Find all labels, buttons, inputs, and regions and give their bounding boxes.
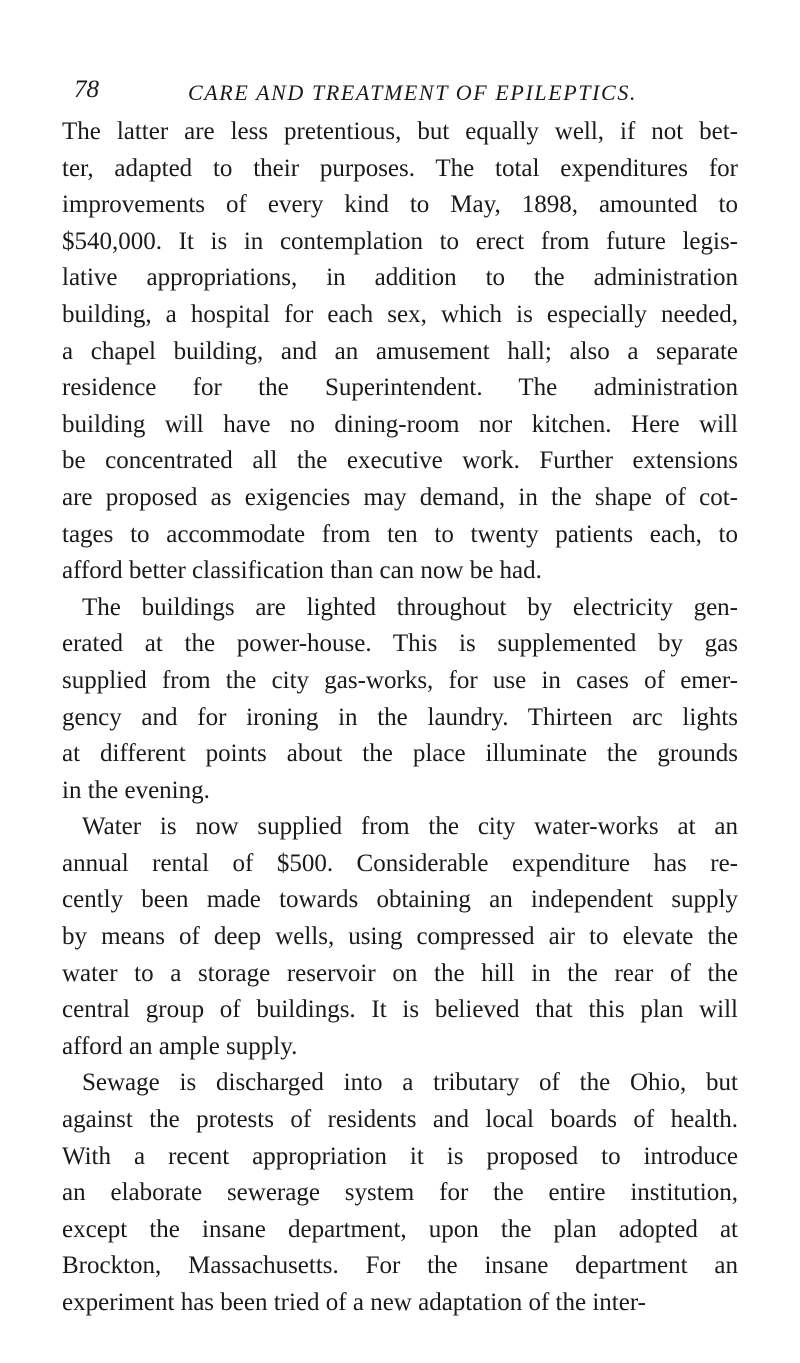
text-line: tages to accommodate from ten to twenty patients each, to — [62, 520, 738, 548]
text-line: building, a hospital for each sex, which is especially needed, — [62, 300, 738, 328]
paragraph — [62, 590, 738, 810]
text-line: The latter are less pretentious, but equally well, if not bet- — [62, 118, 738, 145]
text-line: central group of buildings. It is believed that this plan will — [62, 996, 738, 1024]
text-line: in the evening. — [62, 776, 210, 804]
text-line: afford better classification than can now be had. — [62, 557, 542, 585]
text-line: a chapel building, and an amusement hall; also a separate — [62, 337, 738, 365]
text-line: With a recent appropriation it is proposed to introduce — [62, 1142, 738, 1170]
text-line: cently been made towards obtaining an independent supply — [62, 886, 738, 914]
running-head — [62, 76, 738, 108]
text-line: The buildings are lighted throughout by electricity gen- — [82, 593, 738, 621]
text-line: annual rental of $500. Considerable expenditure has re- — [62, 849, 738, 877]
text-line: lative appropriations, in addition to the administration — [62, 264, 738, 292]
running-head-title: CARE AND TREATMENT OF EPILEPTICS. — [188, 80, 638, 105]
text-line: $540,000. It is in contemplation to erect from future legis- — [62, 227, 738, 255]
text-line: Water is now supplied from the city water-works at an — [82, 813, 738, 841]
text-line: supplied from the city gas-works, for use in cases of emer- — [62, 666, 738, 694]
text-line: experiment has been tried of a new adaptation of the inter- — [62, 1289, 646, 1316]
text-line: are proposed as exigencies may demand, in the shape of cot- — [62, 483, 738, 511]
paragraph — [62, 114, 738, 590]
page-number: 78 — [74, 76, 99, 103]
text-line: against the protests of residents and local boards of health. — [62, 1106, 738, 1134]
text-line: afford an ample supply. — [62, 1032, 298, 1060]
text-line: building will have no dining-room nor kitchen. Here will — [62, 410, 738, 438]
paragraph — [62, 1065, 738, 1321]
text-line: water to a storage reservoir on the hill in the rear of the — [62, 959, 738, 987]
text-line: improvements of every kind to May, 1898, amounted to — [62, 191, 738, 219]
text-line: by means of deep wells, using compressed air to elevate the — [62, 923, 738, 951]
text-line: be concentrated all the executive work. Further extensions — [62, 447, 738, 475]
text-line: gency and for ironing in the laundry. Thirteen arc lights — [62, 703, 738, 731]
body-text — [62, 114, 738, 1322]
paragraph — [62, 809, 738, 1065]
text-line: except the insane department, upon the plan adopted at — [62, 1215, 738, 1243]
text-line: erated at the power-house. This is supplemented by gas — [62, 630, 738, 658]
text-line: at different points about the place illuminate the grounds — [62, 740, 738, 768]
text-line: an elaborate sewerage system for the entire institution, — [62, 1179, 738, 1207]
text-line: Brockton, Massachusetts. For the insane department an — [62, 1252, 738, 1280]
text-line: ter, adapted to their purposes. The total expenditures for — [62, 154, 738, 182]
text-line: Sewage is discharged into a tributary of the Ohio, but — [82, 1069, 738, 1097]
text-line: residence for the Superintendent. The administration — [62, 374, 738, 402]
